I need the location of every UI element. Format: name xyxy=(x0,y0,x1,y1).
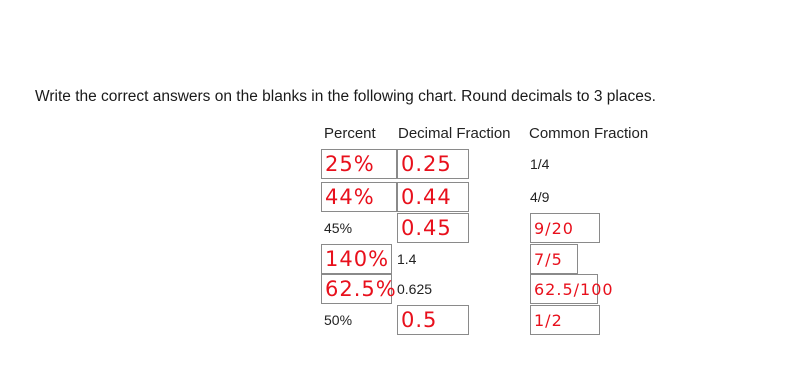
header-percent: Percent xyxy=(324,125,376,142)
common-blank-row-3[interactable]: 9/20 xyxy=(530,213,600,243)
instructions: Write the correct answers on the blanks in the following chart. Round decimals to 3 places. xyxy=(35,88,656,105)
percent-blank-row-4[interactable]: 140% xyxy=(321,244,392,274)
common-value-row-2: 4/9 xyxy=(530,189,550,205)
decimal-value-row-5: 0.625 xyxy=(397,281,433,297)
common-blank-row-5[interactable]: 62.5/100 xyxy=(530,274,598,304)
decimal-blank-row-3[interactable]: 0.45 xyxy=(397,213,469,243)
percent-blank-row-5[interactable]: 62.5% xyxy=(321,274,392,304)
percent-blank-row-2[interactable]: 44% xyxy=(321,182,397,212)
header-decimal-fraction: Decimal Fraction xyxy=(398,125,511,142)
decimal-value-row-4: 1.4 xyxy=(397,251,417,267)
decimal-blank-row-2[interactable]: 0.44 xyxy=(397,182,469,212)
common-blank-row-4[interactable]: 7/5 xyxy=(530,244,578,274)
percent-value-row-6: 50% xyxy=(324,312,353,328)
decimal-blank-row-6[interactable]: 0.5 xyxy=(397,305,469,335)
header-common-fraction: Common Fraction xyxy=(529,125,649,142)
percent-blank-row-1[interactable]: 25% xyxy=(321,149,397,179)
common-blank-row-6[interactable]: 1/2 xyxy=(530,305,600,335)
decimal-blank-row-1[interactable]: 0.25 xyxy=(397,149,469,179)
percent-value-row-3: 45% xyxy=(324,220,353,236)
common-value-row-1: 1/4 xyxy=(530,156,550,172)
